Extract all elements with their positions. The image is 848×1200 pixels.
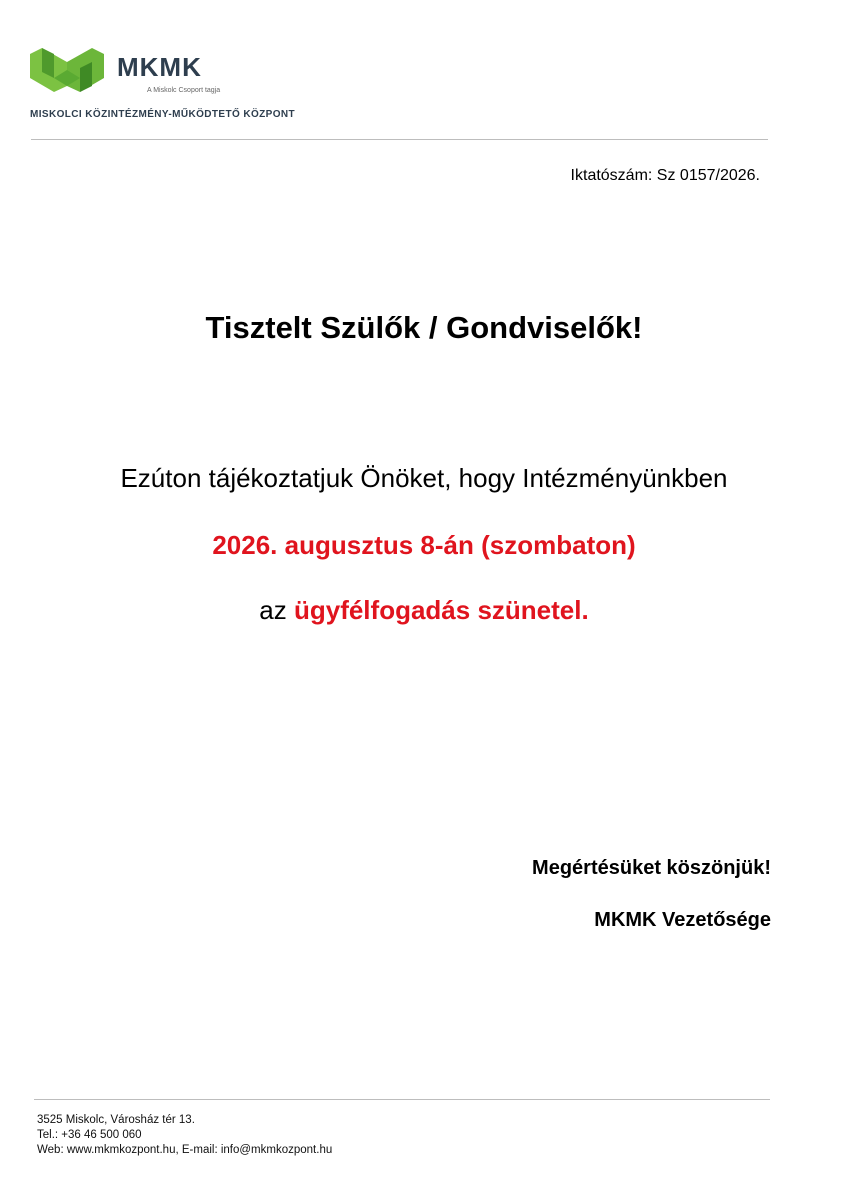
notice-line-1: Ezúton tájékoztatjuk Önöket, hogy Intézményünkben xyxy=(120,463,728,493)
closing-thanks: Megértésüket köszönjük! xyxy=(532,857,771,879)
salutation-heading: Tisztelt Szülők / Gondviselők! xyxy=(205,310,643,345)
notice-date: 2026. augusztus 8-án (szombaton) xyxy=(212,530,636,560)
logo-tagline: A Miskolc Csoport tagja xyxy=(147,87,221,94)
closing-signature: MKMK Vezetősége xyxy=(594,909,771,931)
footer-address: 3525 Miskolc, Városház tér 13. xyxy=(37,1114,195,1126)
footer-phone: Tel.: +36 46 500 060 xyxy=(37,1129,142,1141)
notice-line-3-prefix: az xyxy=(259,595,294,625)
logo-name: MKMK xyxy=(117,52,202,82)
header-divider xyxy=(31,139,768,140)
footer xyxy=(37,1113,332,1158)
organization-name: MISKOLCI KÖZINTÉZMÉNY-MŰKÖDTETŐ KÖZPONT xyxy=(30,109,296,120)
mkmk-logo-mark-icon xyxy=(30,46,104,92)
notice-highlight: ügyfélfogadás szünetel. xyxy=(293,595,589,625)
notice-line-3 xyxy=(0,595,848,626)
footer-web-email: Web: www.mkmkozpont.hu, E-mail: info@mkmkozpont.hu xyxy=(37,1144,333,1156)
reference-number: Iktatószám: Sz 0157/2026. xyxy=(570,167,760,184)
mkmk-logo xyxy=(30,46,330,126)
footer-divider xyxy=(34,1099,770,1100)
